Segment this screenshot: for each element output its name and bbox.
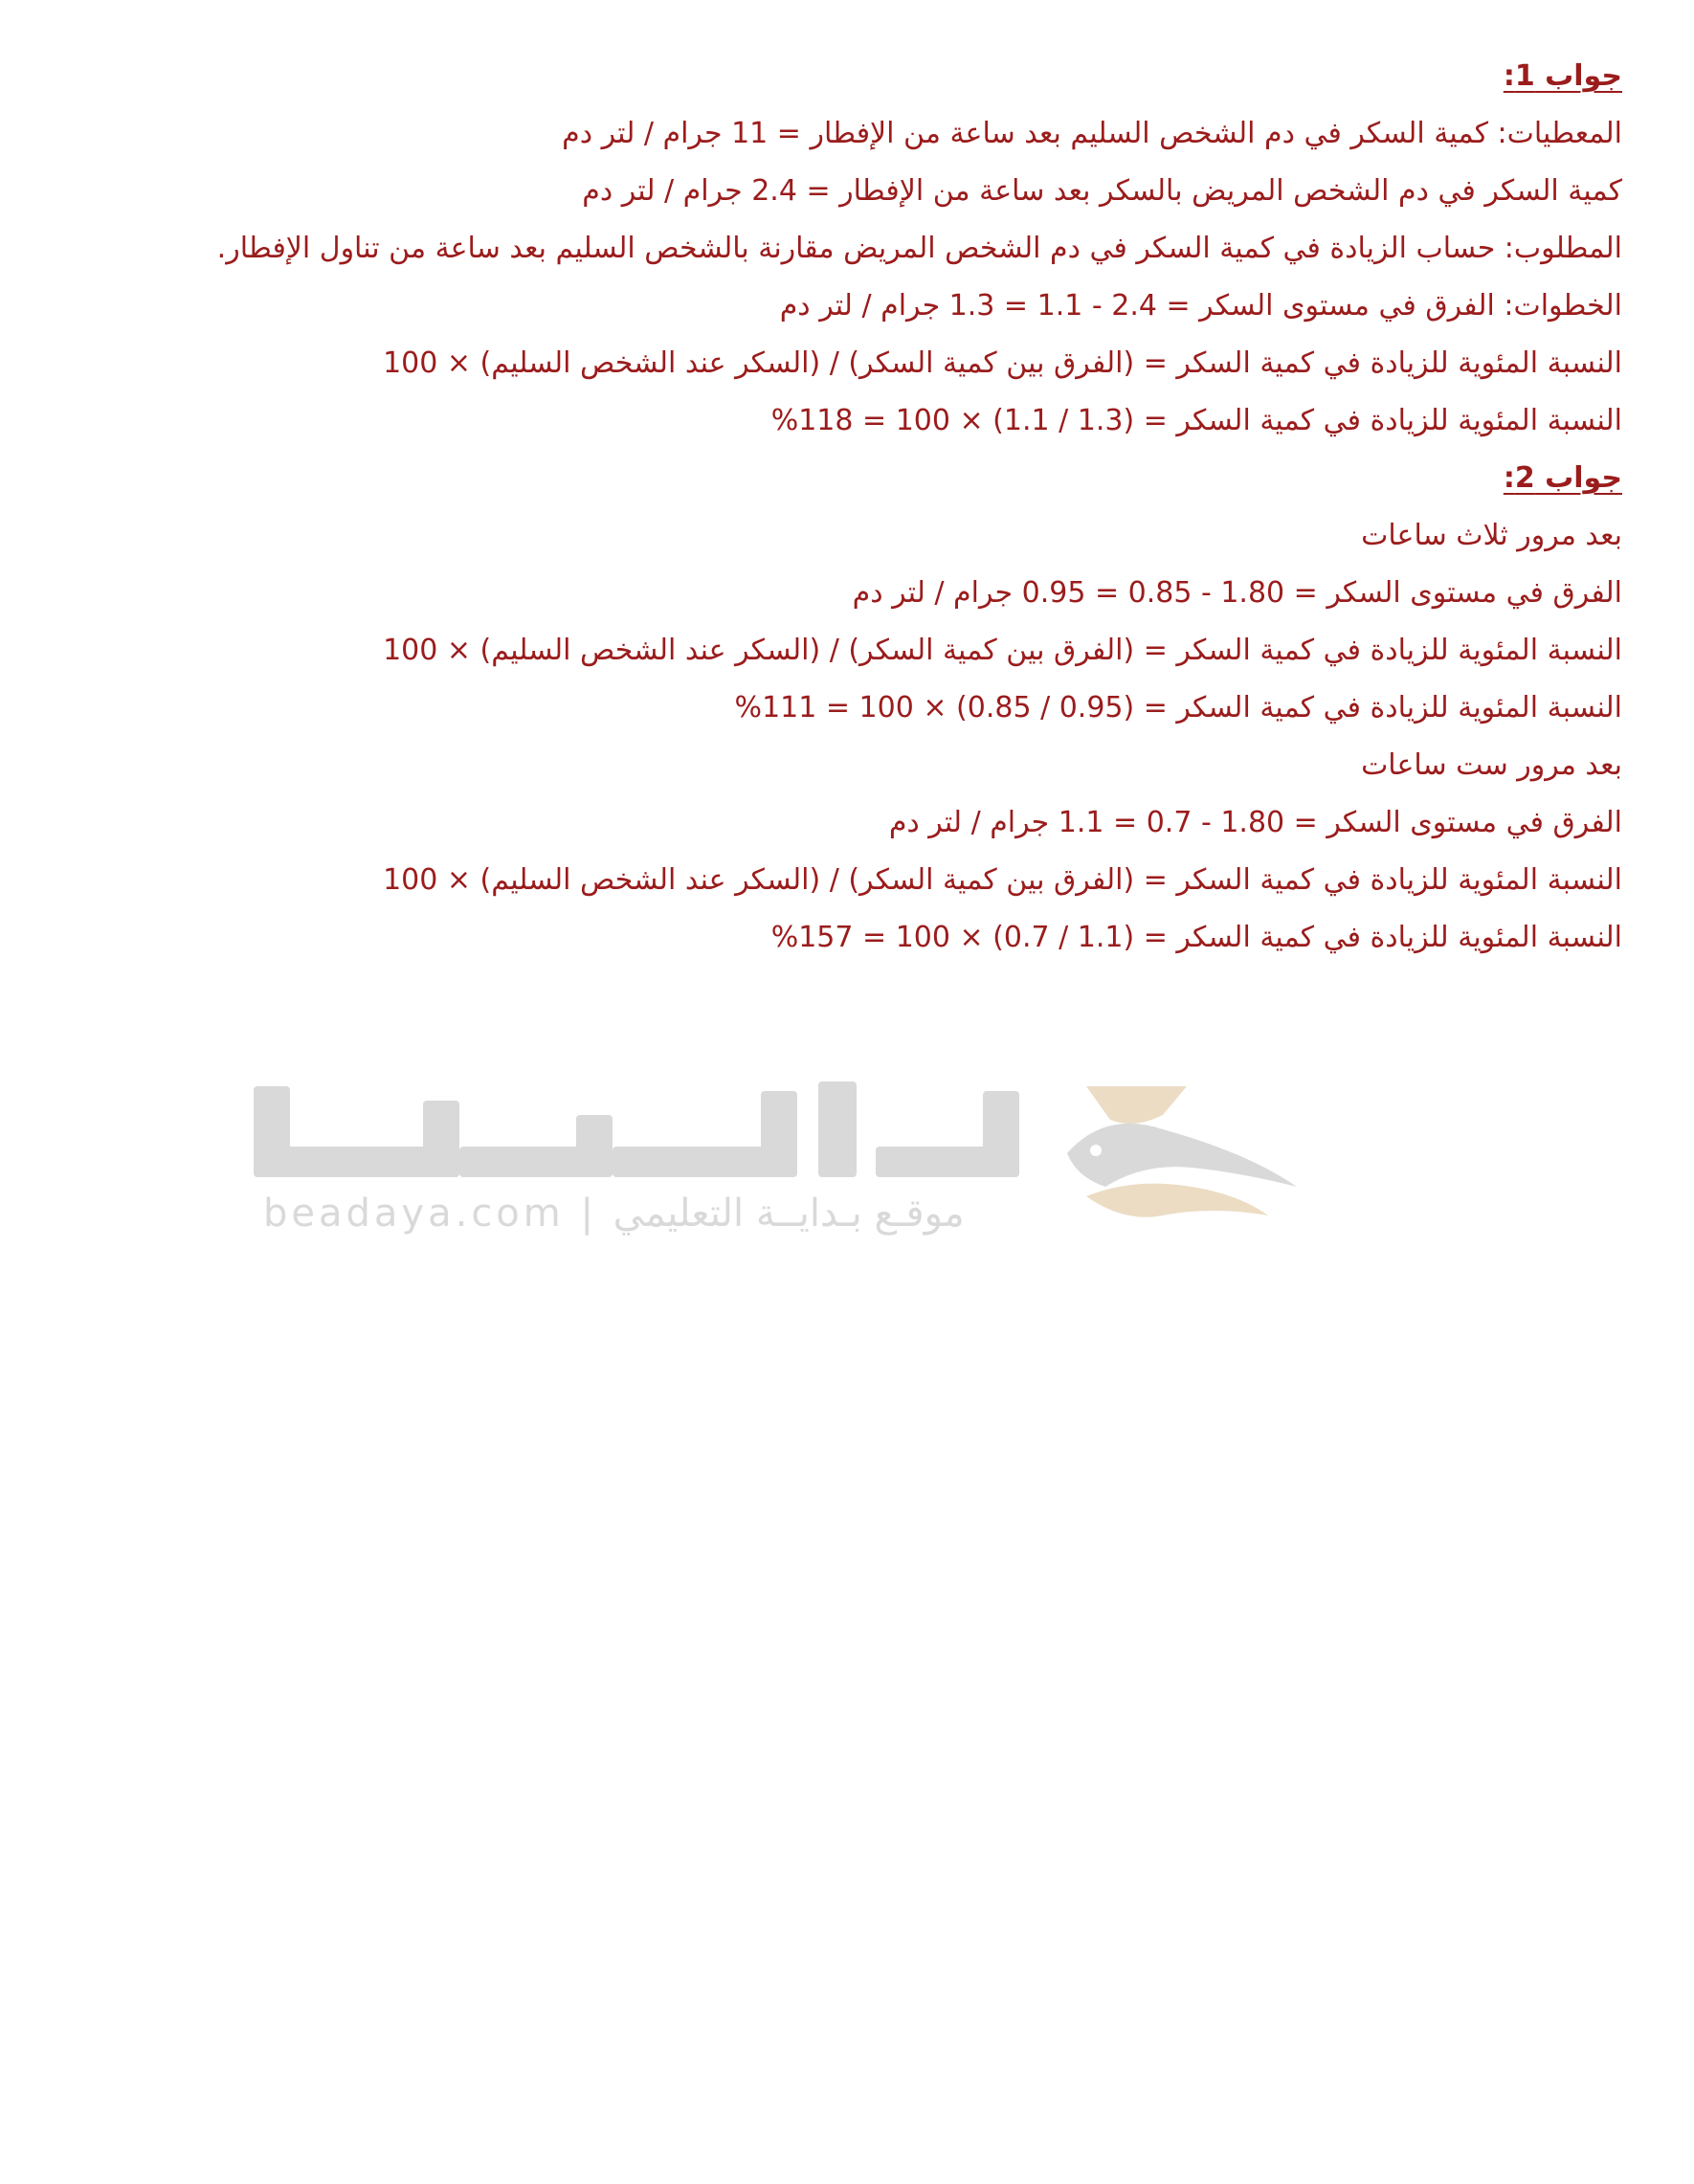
answer-1-result: النسبة المئوية للزيادة في كمية السكر = (1.3 / 1.1) × 100 = 118% [770, 404, 1622, 437]
answer-2-three-hours-formula: النسبة المئوية للزيادة في كمية السكر = (الفرق بين كمية السكر) / (السكر عند الشخص السليم) × 100 [383, 634, 1622, 667]
answer-2-six-hours-title: بعد مرور ست ساعات [1361, 748, 1622, 782]
answer-1-heading: جواب 1: [1503, 59, 1622, 93]
answer-1-steps: الخطوات: الفرق في مستوى السكر = 2.4 - 1.1 = 1.3 جرام / لتر دم [779, 289, 1622, 323]
document-body [72, 48, 1622, 967]
answer-2-three-hours-title: بعد مرور ثلاث ساعات [1361, 519, 1622, 552]
answer-2-three-hours-difference: الفرق في مستوى السكر = 1.80 - 0.85 = 0.95 جرام / لتر دم [852, 576, 1622, 610]
answer-1-given-diabetic: كمية السكر في دم الشخص المريض بالسكر بعد ساعة من الإفطار = 2.4 جرام / لتر دم [582, 174, 1622, 208]
answer-1-given-healthy: المعطيات: كمية السكر في دم الشخص السليم بعد ساعة من الإفطار = 11 جرام / لتر دم [562, 117, 1622, 150]
answer-1-formula: النسبة المئوية للزيادة في كمية السكر = (الفرق بين كمية السكر) / (السكر عند الشخص السليم) × 100 [383, 346, 1622, 380]
answer-2-six-hours-formula: النسبة المئوية للزيادة في كمية السكر = (الفرق بين كمية السكر) / (السكر عند الشخص السليم) × 100 [383, 863, 1622, 897]
answer-1-required: المطلوب: حساب الزيادة في كمية السكر في دم الشخص المريض مقارنة بالشخص السليم بعد ساعة من تناول الإفطار. [216, 232, 1622, 265]
answer-2-six-hours-difference: الفرق في مستوى السكر = 1.80 - 0.7 = 1.1 جرام / لتر دم [888, 806, 1622, 839]
beadaya-watermark [244, 1072, 1440, 1254]
watermark-tagline: beadaya.com | موقـع بـدايــة التعليمي [263, 1192, 965, 1236]
answer-2-six-hours-result: النسبة المئوية للزيادة في كمية السكر = (1.1 / 0.7) × 100 = 157% [770, 921, 1622, 954]
answer-2-heading: جواب 2: [1503, 461, 1622, 495]
answer-2-three-hours-result: النسبة المئوية للزيادة في كمية السكر = (0.95 / 0.85) × 100 = 111% [734, 691, 1622, 724]
